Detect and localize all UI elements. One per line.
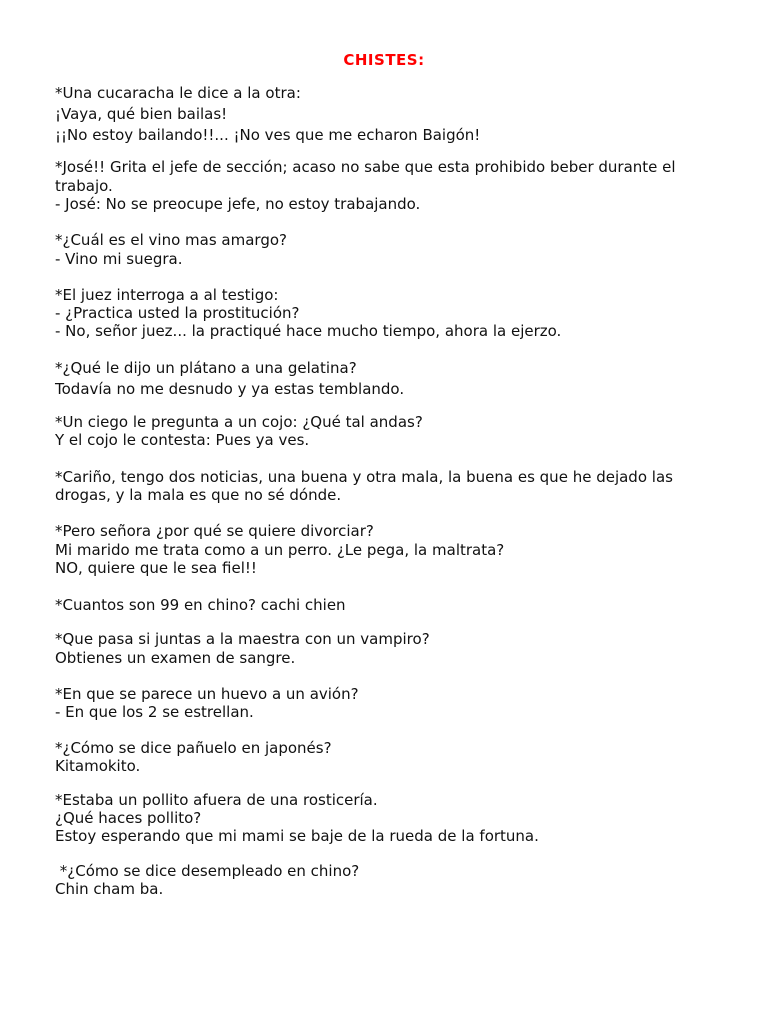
text-line: - José: No se preocupe jefe, no estoy trabajando. xyxy=(55,195,421,213)
text-line: ¡Vaya, qué bien bailas! xyxy=(55,105,228,123)
text-line: ¿Qué haces pollito? xyxy=(55,809,202,827)
text-line: *Un ciego le pregunta a un cojo: ¿Qué tal andas? xyxy=(55,413,423,431)
text-line: *Que pasa si juntas a la maestra con un vampiro? xyxy=(55,630,430,648)
text-line: trabajo. xyxy=(55,177,113,195)
text-line: - No, señor juez... la practiqué hace mucho tiempo, ahora la ejerzo. xyxy=(55,322,562,340)
text-line: *¿Cómo se dice pañuelo en japonés? xyxy=(55,739,332,757)
text-line: Chin cham ba. xyxy=(55,880,164,898)
text-line: Estoy esperando que mi mami se baje de la rueda de la fortuna. xyxy=(55,827,539,845)
text-line: *Cuantos son 99 en chino? cachi chien xyxy=(55,596,346,614)
text-line: ¡¡No estoy bailando!!... ¡No ves que me echaron Baigón! xyxy=(55,126,481,144)
text-line: - En que los 2 se estrellan. xyxy=(55,703,254,721)
text-line: *Una cucaracha le dice a la otra: xyxy=(55,84,301,102)
text-line: *¿Cómo se dice desempleado en chino? xyxy=(55,862,360,880)
text-line: NO, quiere que le sea fiel!! xyxy=(55,559,257,577)
text-line: drogas, y la mala es que no sé dónde. xyxy=(55,486,342,504)
text-line: *Estaba un pollito afuera de una rosticería. xyxy=(55,791,378,809)
text-line: Y el cojo le contesta: Pues ya ves. xyxy=(55,431,310,449)
text-line: *¿Cuál es el vino mas amargo? xyxy=(55,231,287,249)
text-line: - ¿Practica usted la prostitución? xyxy=(55,304,300,322)
text-line: - Vino mi suegra. xyxy=(55,250,183,268)
text-line: Mi marido me trata como a un perro. ¿Le pega, la maltrata? xyxy=(55,541,505,559)
text-line: Obtienes un examen de sangre. xyxy=(55,649,296,667)
page-title: CHISTES: xyxy=(343,51,425,69)
text-line: *José!! Grita el jefe de sección; acaso no sabe que esta prohibido beber durante el xyxy=(55,158,676,176)
text-line: Kitamokito. xyxy=(55,757,141,775)
text-line: *Pero señora ¿por qué se quiere divorciar? xyxy=(55,522,374,540)
text-line: *El juez interroga a al testigo: xyxy=(55,286,279,304)
text-line: *Cariño, tengo dos noticias, una buena y otra mala, la buena es que he dejado las xyxy=(55,468,673,486)
text-line: *¿Qué le dijo un plátano a una gelatina? xyxy=(55,359,357,377)
text-line: *En que se parece un huevo a un avión? xyxy=(55,685,359,703)
text-line: Todavía no me desnudo y ya estas temblando. xyxy=(55,380,405,398)
